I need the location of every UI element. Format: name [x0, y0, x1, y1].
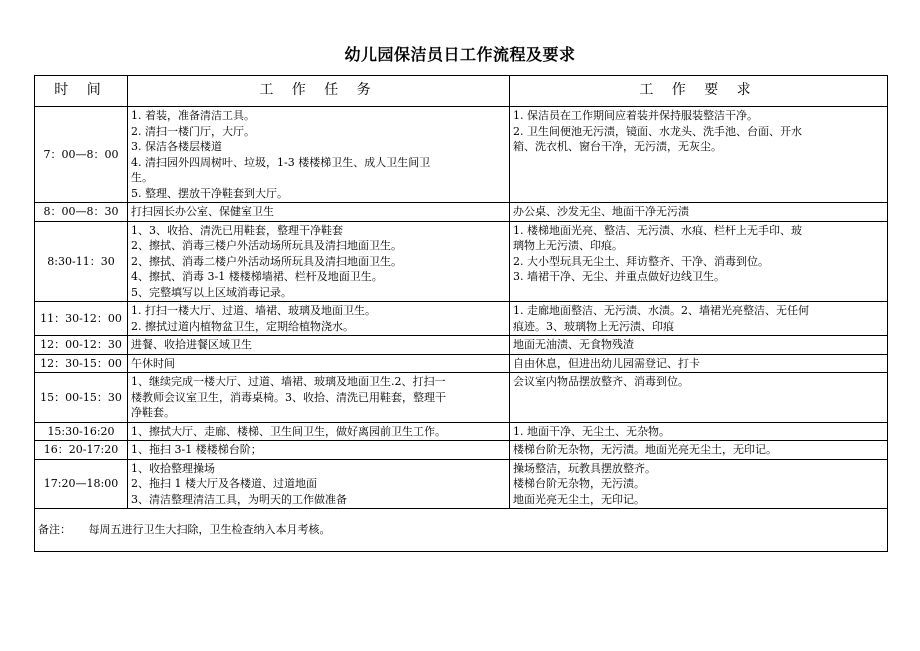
task-cell: [128, 459, 510, 509]
task-line: 净鞋套。: [131, 406, 175, 419]
task-line: 2、擦拭、消毒三楼户外活动场所玩具及清扫地面卫生。: [131, 239, 402, 252]
time-cell: 11：30-12：00: [35, 302, 128, 336]
time-cell: 8：00—8：30: [35, 203, 128, 222]
task-line: 1、拖扫 3-1 楼楼梯台阶；: [131, 443, 262, 456]
requirement-cell: [510, 107, 888, 203]
table-row: [35, 203, 888, 222]
requirement-line: 痕迹。3、玻璃物上无污渍、印痕: [513, 319, 674, 333]
task-line: 1、继续完成一楼大厅、过道、墙裙、玻璃及地面卫生.2、打扫一: [131, 375, 446, 388]
task-line: 2、擦拭、消毒二楼户外活动场所玩具及清扫地面卫生。: [131, 254, 402, 268]
task-line: 4、擦拭、消毒 3-1 楼楼梯墙裙、栏杆及地面卫生。: [131, 270, 383, 283]
task-line: 1、擦拭大厅、走廊、楼梯、卫生间卫生，做好离园前卫生工作。: [131, 424, 446, 438]
task-cell: [128, 354, 510, 373]
requirement-line: 会议室内物品摆放整齐、消毒到位。: [513, 375, 689, 388]
task-cell: [128, 203, 510, 222]
table-row: [35, 373, 888, 423]
requirement-line: 3. 墙裙干净、无尘、并重点做好边线卫生。: [513, 270, 725, 283]
header-task: 工 作 任 务: [128, 76, 510, 107]
requirement-cell: [510, 302, 888, 336]
note-text: 每周五进行卫生大扫除，卫生检查纳入本月考核。: [88, 523, 331, 537]
header-time: 时 间: [35, 76, 128, 107]
task-line: 生。: [131, 171, 153, 184]
table-row: [35, 422, 888, 441]
task-line: 5、完整填写以上区域消毒记录。: [131, 285, 292, 299]
table-row: [35, 336, 888, 355]
schedule-body: [35, 107, 888, 509]
requirement-line: 1. 楼梯地面光亮、整洁、无污渍、水痕、栏杆上无手印、玻: [513, 223, 802, 237]
table-row: [35, 441, 888, 460]
time-cell: 15：00-15：30: [35, 373, 128, 423]
task-cell: [128, 107, 510, 203]
time-cell: 17:20—18:00: [35, 459, 128, 509]
task-line: 1. 打扫一楼大厅、过道、墙裙、玻璃及地面卫生。: [131, 304, 376, 317]
task-line: 3. 保洁各楼层楼道: [131, 140, 222, 153]
table-row: [35, 221, 888, 302]
requirement-line: 楼梯台阶无杂物，无污渍。: [513, 477, 645, 490]
requirement-line: 1. 地面干净、无尘土、无杂物。: [513, 424, 670, 438]
requirement-cell: [510, 203, 888, 222]
table-row: [35, 107, 888, 203]
task-cell: [128, 373, 510, 423]
task-line: 午休时间: [131, 356, 175, 370]
time-cell: 8:30-11：30: [35, 221, 128, 302]
requirement-line: 2. 大小型玩具无尘土、拜访整齐、干净、消毒到位。: [513, 254, 769, 268]
task-line: 楼教师会议室卫生，消毒桌椅。3、收拾、清洗已用鞋套，整理干: [131, 390, 446, 404]
document-title: 幼儿园保洁员日工作流程及要求: [344, 45, 576, 64]
task-line: 1、3、收拾、清洗已用鞋套，整理干净鞋套: [131, 223, 343, 237]
note-cell: [35, 509, 888, 552]
task-line: 2、拖扫 1 楼大厅及各楼道、过道地面: [131, 477, 317, 490]
time-cell: 7：00—8：00: [35, 107, 128, 203]
requirement-line: 1. 保洁员在工作期间应着装并保持服装整洁干净。: [513, 109, 758, 122]
task-line: 1. 着装，准备清洁工具。: [131, 109, 255, 122]
schedule-table: [34, 75, 888, 552]
task-line: 4. 清扫园外四周树叶、垃圾，1-3 楼楼梯卫生、成人卫生间卫: [131, 155, 431, 169]
task-line: 2. 擦拭过道内植物盆卫生，定期给植物浇水。: [131, 319, 354, 333]
task-line: 1、收拾整理操场: [131, 461, 215, 475]
requirement-cell: [510, 441, 888, 460]
requirement-line: 楼梯台阶无杂物，无污渍。地面光亮无尘土，无印记。: [513, 443, 777, 456]
task-line: 5. 整理、摆放干净鞋套到大厅。: [131, 186, 288, 200]
requirement-line: 地面无油渍、无食物残渣: [513, 338, 634, 351]
time-cell: 12：30-15：00: [35, 354, 128, 373]
table-row: [35, 302, 888, 336]
requirement-line: 自由休息，但进出幼儿园需登记、打卡: [513, 356, 700, 370]
requirement-line: 璃物上无污渍、印痕。: [513, 239, 623, 252]
task-cell: [128, 441, 510, 460]
time-cell: 16：20-17:20: [35, 441, 128, 460]
task-line: 2. 清扫一楼门厅，大厅。: [131, 124, 255, 138]
table-row: [35, 354, 888, 373]
table-row: [35, 459, 888, 509]
task-line: 进餐、收拾进餐区域卫生: [131, 338, 252, 351]
requirement-cell: [510, 221, 888, 302]
requirement-cell: [510, 373, 888, 423]
header-row: [35, 76, 888, 107]
requirement-line: 1. 走廊地面整洁、无污渍、水渍。2、墙裙光亮整洁、无任何: [513, 304, 809, 317]
requirement-line: 2. 卫生间便池无污渍，镜面、水龙头、洗手池、台面、开水: [513, 124, 802, 138]
requirement-cell: [510, 354, 888, 373]
requirement-line: 操场整洁，玩教具摆放整齐。: [513, 461, 656, 475]
note-label: 备注：: [38, 523, 71, 537]
task-line: 打扫园长办公室、保健室卫生: [131, 205, 274, 218]
task-cell: [128, 221, 510, 302]
header-requirement: 工 作 要 求: [510, 76, 888, 107]
note-row: [35, 509, 888, 552]
task-line: 3、清洁整理清洁工具，为明天的工作做准备: [131, 492, 347, 506]
task-cell: [128, 422, 510, 441]
requirement-line: 办公桌、沙发无尘、地面干净无污渍: [513, 205, 689, 218]
time-cell: 15:30-16:20: [35, 422, 128, 441]
requirement-cell: [510, 459, 888, 509]
time-cell: 12：00-12：30: [35, 336, 128, 355]
requirement-line: 箱、洗衣机、窗台干净，无污渍，无灰尘。: [513, 140, 722, 153]
task-cell: [128, 302, 510, 336]
requirement-line: 地面光亮无尘土，无印记。: [513, 492, 645, 506]
task-cell: [128, 336, 510, 355]
requirement-cell: [510, 336, 888, 355]
requirement-cell: [510, 422, 888, 441]
